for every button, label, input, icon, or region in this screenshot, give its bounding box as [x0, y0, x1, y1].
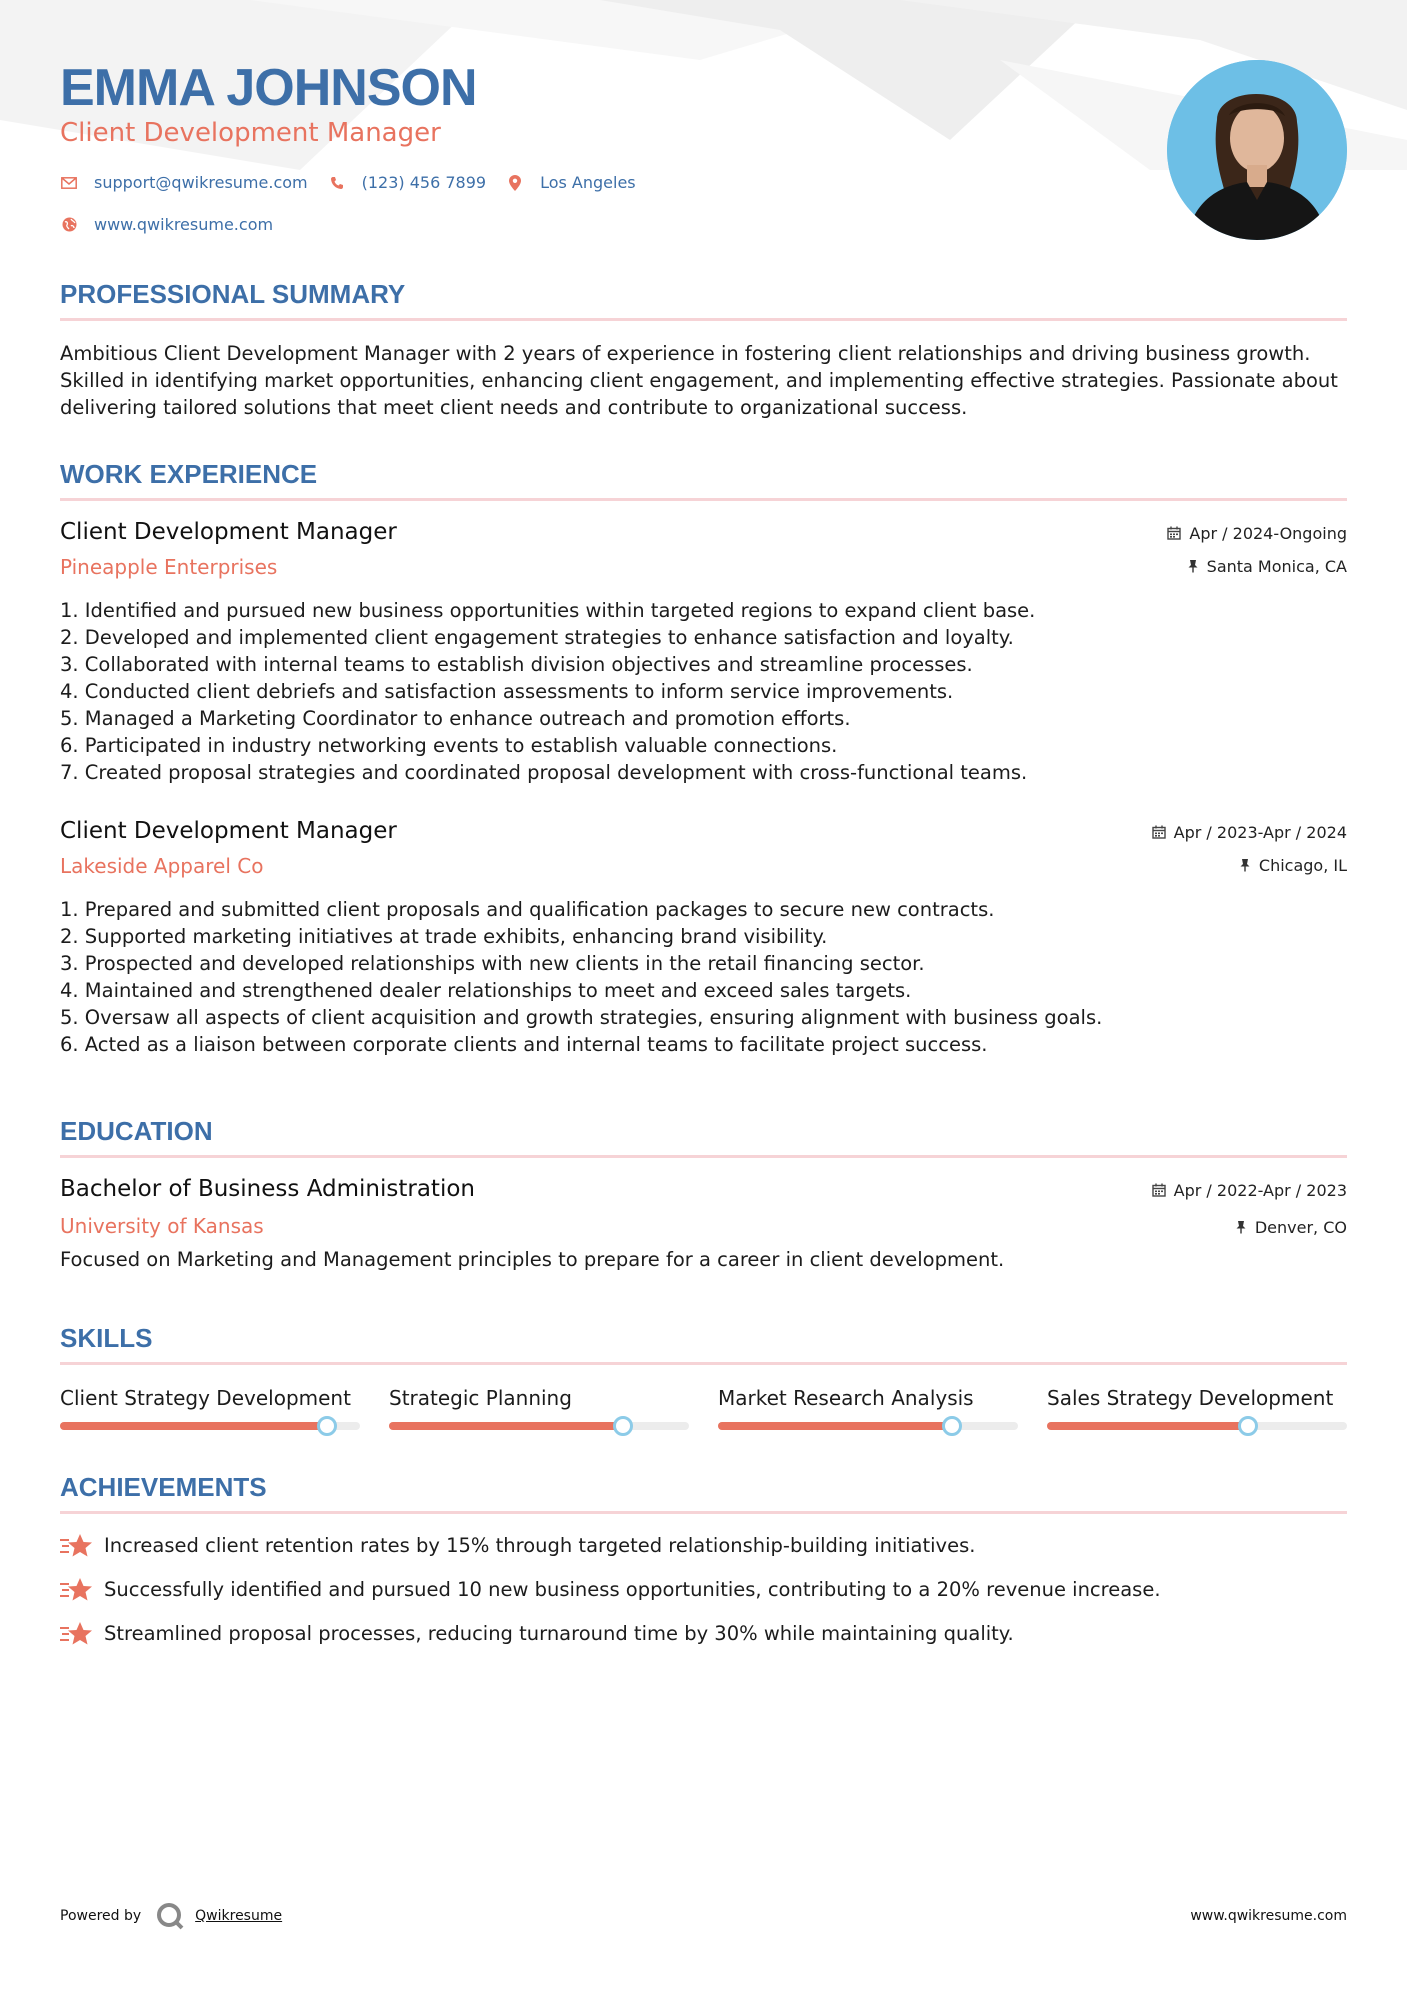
- calendar-icon: [1167, 526, 1181, 540]
- skill-bar: [1047, 1422, 1347, 1430]
- job-entry: [60, 818, 1347, 1058]
- achievements-section: [60, 1472, 1347, 1646]
- education-location-text: Denver, CO: [1254, 1217, 1347, 1237]
- list-item: 5. Managed a Marketing Coordinator to enhance outreach and promotion efforts.: [60, 707, 851, 730]
- skill-item: [718, 1385, 1018, 1430]
- job-dates: [1152, 822, 1347, 842]
- achievement-item: [60, 1576, 1347, 1602]
- skill-bar-fill: [718, 1422, 952, 1430]
- skill-bar: [718, 1422, 1018, 1430]
- star-icon: [60, 1576, 92, 1602]
- achievement-text: Successfully identified and pursued 10 new business opportunities, contributing to a 20% revenue increase.: [104, 1577, 1161, 1601]
- footer-powered: [60, 1901, 282, 1931]
- job-duties: [60, 597, 1347, 786]
- education-dates: [1152, 1180, 1347, 1200]
- contact-row: [60, 173, 656, 192]
- calendar-icon: [1152, 825, 1166, 839]
- list-item: 4. Maintained and strengthened dealer relationships to meet and exceed sales targets.: [60, 979, 912, 1002]
- envelope-icon: [60, 174, 78, 192]
- skill-bar: [389, 1422, 689, 1430]
- achievement-text: Streamlined proposal processes, reducing turnaround time by 30% while maintaining quality.: [104, 1621, 1014, 1645]
- education-meta: [1152, 1180, 1347, 1237]
- globe-icon: [60, 216, 78, 234]
- section-heading-skills: SKILLS: [60, 1323, 1347, 1365]
- list-item: 7. Created proposal strategies and coordinated proposal development with cross-functional teams.: [60, 761, 1028, 784]
- job-dates: [1167, 523, 1347, 543]
- summary-section: [60, 279, 1347, 421]
- job-entry: [60, 519, 1347, 786]
- job-title: Client Development Manager: [60, 519, 397, 545]
- education-description: Focused on Marketing and Management principles to prepare for a career in client development.: [60, 1248, 1005, 1271]
- pushpin-icon: [1235, 1220, 1247, 1234]
- experience-section: [60, 459, 1347, 1058]
- job-dates-text: Apr / 2024-Ongoing: [1189, 523, 1347, 543]
- avatar: [1167, 60, 1347, 240]
- skill-bar-knob: [942, 1416, 962, 1436]
- calendar-icon: [1152, 1183, 1166, 1197]
- skill-name: Client Strategy Development: [60, 1386, 351, 1410]
- contact-website[interactable]: [60, 215, 273, 234]
- contact-phone[interactable]: [328, 173, 486, 192]
- powered-by-label: Powered by: [60, 1908, 142, 1924]
- summary-text: Ambitious Client Development Manager with 2 years of experience in fostering client relationships and driving business growth. Skilled in identifying market opportunities, enhancing client engagement, and implementing effective strategies. Passionate about delivering tailored solutions that meet client needs and contribute to organizational success.: [60, 342, 1338, 419]
- job-location-text: Chicago, IL: [1258, 855, 1347, 875]
- job-company: Pineapple Enterprises: [60, 555, 278, 579]
- skill-item: [389, 1385, 689, 1430]
- education-dates-text: Apr / 2022-Apr / 2023: [1173, 1180, 1347, 1200]
- skills-list: [60, 1385, 1347, 1430]
- list-item: 6. Acted as a liaison between corporate clients and internal teams to facilitate project success.: [60, 1033, 988, 1056]
- skill-bar-fill: [60, 1422, 327, 1430]
- job-dates-text: Apr / 2023-Apr / 2024: [1173, 822, 1347, 842]
- map-pin-icon: [506, 174, 524, 192]
- contact-row-2: [60, 215, 293, 234]
- achievement-item: [60, 1532, 1347, 1558]
- footer-site-link[interactable]: www.qwikresume.com: [1190, 1908, 1347, 1924]
- phone-text: (123) 456 7899: [361, 173, 487, 192]
- job-location: [1152, 855, 1347, 875]
- skill-bar-knob: [317, 1416, 337, 1436]
- candidate-title: Client Development Manager: [60, 118, 441, 148]
- page-footer: [60, 1898, 1347, 1934]
- qwikresume-logo-icon: [155, 1901, 185, 1931]
- skills-section: [60, 1323, 1347, 1430]
- school-name: University of Kansas: [60, 1214, 264, 1238]
- contact-email[interactable]: [60, 173, 308, 192]
- education-location: [1152, 1217, 1347, 1237]
- location-text: Los Angeles: [540, 173, 636, 192]
- list-item: 1. Prepared and submitted client proposals and qualification packages to secure new contracts.: [60, 898, 995, 921]
- website-text: www.qwikresume.com: [94, 215, 274, 234]
- list-item: 3. Collaborated with internal teams to establish division objectives and streamline processes.: [60, 653, 973, 676]
- achievement-item: [60, 1620, 1347, 1646]
- phone-icon: [328, 174, 346, 192]
- section-heading-achievements: ACHIEVEMENTS: [60, 1472, 1347, 1514]
- list-item: 2. Supported marketing initiatives at trade exhibits, enhancing brand visibility.: [60, 925, 828, 948]
- section-heading-summary: PROFESSIONAL SUMMARY: [60, 279, 1347, 321]
- job-location-text: Santa Monica, CA: [1206, 556, 1347, 576]
- education-section: [60, 1116, 1347, 1273]
- skill-name: Market Research Analysis: [718, 1386, 974, 1410]
- job-title: Client Development Manager: [60, 818, 397, 844]
- brand-name: Qwikresume: [195, 1908, 283, 1924]
- job-meta: [1152, 822, 1347, 875]
- section-heading-experience: WORK EXPERIENCE: [60, 459, 1347, 501]
- job-company: Lakeside Apparel Co: [60, 854, 264, 878]
- list-item: 5. Oversaw all aspects of client acquisition and growth strategies, ensuring alignment with business goals.: [60, 1006, 1103, 1029]
- skill-bar-fill: [389, 1422, 623, 1430]
- candidate-name: EMMA JOHNSON: [60, 59, 477, 117]
- skill-bar: [60, 1422, 360, 1430]
- star-icon: [60, 1620, 92, 1646]
- skill-item: [1047, 1385, 1347, 1430]
- pushpin-icon: [1239, 858, 1251, 872]
- skill-bar-knob: [1238, 1416, 1258, 1436]
- list-item: 6. Participated in industry networking events to establish valuable connections.: [60, 734, 838, 757]
- skill-name: Sales Strategy Development: [1047, 1386, 1334, 1410]
- degree-title: Bachelor of Business Administration: [60, 1176, 475, 1202]
- education-entry: [60, 1176, 1347, 1273]
- list-item: 4. Conducted client debriefs and satisfaction assessments to inform service improvements.: [60, 680, 954, 703]
- job-meta: [1167, 523, 1347, 576]
- job-location: [1167, 556, 1347, 576]
- list-item: 1. Identified and pursued new business opportunities within targeted regions to expand client base.: [60, 599, 1036, 622]
- skill-item: [60, 1385, 360, 1430]
- skill-bar-knob: [613, 1416, 633, 1436]
- section-heading-education: EDUCATION: [60, 1116, 1347, 1158]
- email-text: support@qwikresume.com: [94, 173, 308, 192]
- skill-bar-fill: [1047, 1422, 1248, 1430]
- job-duties: [60, 896, 1347, 1058]
- brand-link[interactable]: [155, 1901, 282, 1931]
- achievement-text: Increased client retention rates by 15% through targeted relationship-building initiatives.: [104, 1533, 976, 1557]
- star-icon: [60, 1532, 92, 1558]
- list-item: 3. Prospected and developed relationships with new clients in the retail financing sector.: [60, 952, 925, 975]
- list-item: 2. Developed and implemented client engagement strategies to enhance satisfaction and loyalty.: [60, 626, 1014, 649]
- skill-name: Strategic Planning: [389, 1386, 572, 1410]
- achievements-list: [60, 1532, 1347, 1646]
- resume-header: [60, 0, 1347, 255]
- contact-location: [506, 173, 636, 192]
- pushpin-icon: [1187, 559, 1199, 573]
